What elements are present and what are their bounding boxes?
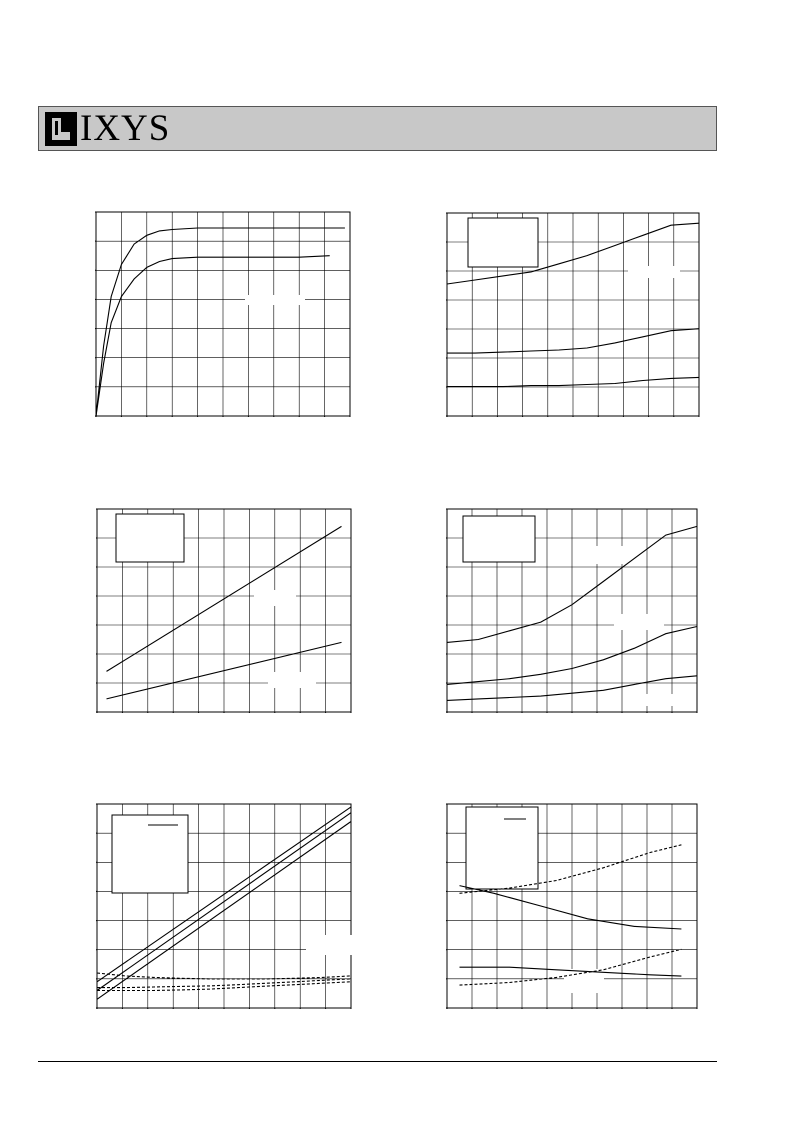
label-box (112, 815, 188, 893)
chart-1-svg (95, 211, 351, 417)
chart-4 (446, 508, 698, 713)
label-box (268, 672, 316, 688)
brand-name: IXYS (80, 108, 171, 149)
label-box (586, 546, 632, 564)
label-box (254, 590, 296, 606)
chart-3-svg (96, 508, 352, 713)
label-box (463, 516, 535, 562)
label-box (306, 935, 352, 955)
label-box (466, 807, 538, 889)
label-box (614, 614, 664, 630)
label-box (116, 514, 184, 562)
chart-2-svg (446, 212, 700, 417)
footer-rule (38, 1061, 717, 1062)
chart-5 (96, 803, 352, 1009)
label-box (646, 694, 678, 706)
chart-6-svg (446, 803, 698, 1009)
chart-6 (446, 803, 698, 1009)
chart-5-svg (96, 803, 352, 1009)
chart-4-svg (446, 508, 698, 713)
label-box (628, 266, 680, 278)
chart-2 (446, 212, 700, 417)
label-box (468, 218, 538, 267)
chart-1 (95, 211, 351, 417)
ixys-logo-icon (45, 112, 77, 146)
label-box (245, 295, 305, 305)
chart-3 (96, 508, 352, 713)
